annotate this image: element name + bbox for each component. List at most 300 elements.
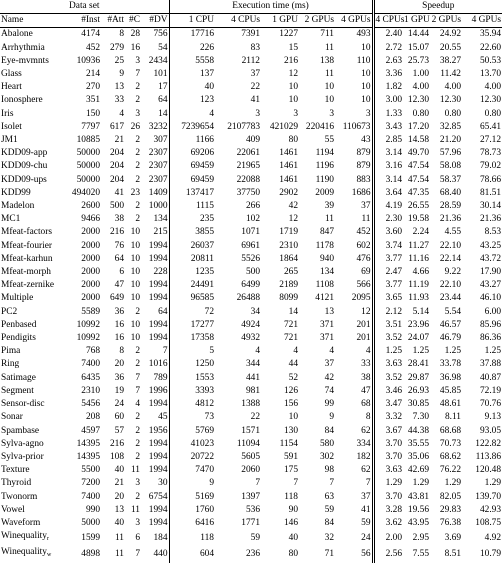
- cell-inst: 214: [85, 69, 100, 80]
- cell-s-gpu1: 28.41: [407, 359, 429, 370]
- cell-s-gpu4: 4.00: [484, 82, 502, 93]
- dataset-name: Thyroid: [1, 478, 32, 489]
- cell-s-gpu2: 46.57: [439, 319, 461, 330]
- dataset-name: Isolet: [1, 121, 22, 132]
- cell-s-gpu1: 2.95: [412, 532, 429, 543]
- dataset-name: KDD09-app: [1, 148, 48, 159]
- cell-dv: 45: [158, 412, 168, 423]
- cell-gpu4: 566: [356, 280, 371, 291]
- cell-s-gpu4: 43.25: [479, 240, 502, 251]
- group-header-speedup: Speedup: [373, 0, 502, 14]
- cell-s-gpu2: 33.78: [439, 359, 461, 370]
- cell-s-cpu4: 3.70: [373, 491, 403, 504]
- cell-c: 2: [135, 214, 140, 225]
- cell-cpu4: 34: [250, 306, 260, 317]
- cell-name: [0, 226, 68, 239]
- cell-s-gpu4: 93.05: [479, 425, 502, 436]
- cell-cpu1: 96585: [169, 292, 215, 305]
- dataset-name: Iris: [1, 108, 14, 119]
- cell-s-gpu4: 13.70: [479, 69, 502, 80]
- cell-gpu4: 59: [361, 517, 371, 528]
- cell-inst: 1599: [81, 532, 100, 543]
- cell-cpu4: 7: [255, 478, 260, 489]
- cell-cpu1: 3393: [169, 385, 215, 398]
- col-header-att: #Att: [101, 14, 125, 28]
- cell-cpu1: 20811: [169, 253, 215, 266]
- cell-s-gpu2: 1.25: [444, 346, 461, 357]
- cell-gpu1: 10: [288, 412, 298, 423]
- cell-s-gpu4: 9.13: [484, 412, 502, 423]
- cell-inst: 270: [85, 82, 100, 93]
- cell-s-cpu4: 3.63: [373, 358, 403, 371]
- cell-inst: 14395: [76, 451, 100, 462]
- cell-s-gpu2: 58.08: [439, 161, 461, 172]
- table-row: [0, 187, 502, 200]
- cell-s-cpu4: 3.77: [373, 279, 403, 292]
- cell-name: [0, 372, 68, 385]
- cell-s-gpu1: 35.55: [407, 438, 429, 449]
- cell-att: 617: [109, 121, 124, 132]
- cell-s-gpu4: 85.96: [479, 319, 502, 330]
- cell-dv: 1956: [148, 425, 168, 436]
- cell-dv: 1994: [148, 319, 168, 330]
- dataset-name: Madelon: [1, 201, 35, 212]
- table-row: [0, 385, 502, 398]
- cell-cpu1: 137: [169, 68, 215, 81]
- cell-s-gpu4: 86.36: [479, 333, 502, 344]
- col-header-speedup-1gpu: 1 GPU: [403, 14, 430, 28]
- cell-s-cpu4: 3.52: [373, 372, 403, 385]
- cell-att: 108: [109, 451, 124, 462]
- cell-name: [0, 398, 68, 411]
- cell-gpu1: 15: [288, 42, 298, 53]
- cell-att: 24: [114, 399, 124, 410]
- cell-c: 4: [135, 399, 140, 410]
- cell-gpu1: 591: [283, 451, 298, 462]
- cell-s-cpu4: 2.72: [373, 42, 403, 55]
- cell-s-cpu4: 3.46: [373, 385, 403, 398]
- cell-cpu1: 17277: [169, 319, 215, 332]
- cell-s-gpu1: 2.24: [412, 227, 429, 238]
- cell-s-gpu1: 47.54: [407, 174, 429, 185]
- cell-gpu1: 7: [293, 478, 298, 489]
- table-row: [0, 372, 502, 385]
- cell-c: 16: [130, 42, 140, 53]
- cell-s-gpu2: 9.22: [444, 267, 461, 278]
- cell-att: 13: [114, 504, 124, 515]
- table-row: [0, 425, 502, 438]
- cell-s-gpu1: 1.29: [412, 478, 429, 489]
- dataset-name: Mfeat-zernike: [1, 280, 55, 291]
- cell-c: 2: [135, 346, 140, 357]
- cell-cpu1: 1760: [169, 504, 215, 517]
- cell-gpu1: 2189: [279, 280, 298, 291]
- cell-s-cpu4: 3.47: [373, 398, 403, 411]
- cell-gpu4: 334: [356, 438, 371, 449]
- cell-att: 216: [109, 438, 124, 449]
- cell-c: 6: [135, 532, 140, 543]
- dataset-name: MC1: [1, 214, 21, 225]
- cell-s-gpu1: 43.95: [407, 517, 429, 528]
- dataset-name: Pendigits: [1, 333, 36, 344]
- cell-cpu4: 83: [250, 42, 260, 53]
- cell-gpu4: 883: [356, 174, 371, 185]
- cell-name: [0, 385, 68, 398]
- cell-cpu1: 5169: [169, 491, 215, 504]
- cell-cpu4: 441: [245, 372, 260, 383]
- cell-s-gpu4: 81.51: [479, 187, 502, 198]
- cell-inst: 10936: [76, 55, 100, 66]
- dataset-name: Satimage: [1, 372, 36, 383]
- cell-s-gpu4: 4.92: [484, 532, 502, 543]
- dataset-name: Vowel: [1, 504, 25, 515]
- cell-cpu1: 9: [169, 477, 215, 490]
- cell-gpu1: 421029: [269, 121, 298, 132]
- cell-name: [0, 174, 68, 187]
- cell-gpu4: 452: [356, 227, 371, 238]
- cell-gpu4: 879: [356, 161, 371, 172]
- cell-s-gpu1: 11.27: [408, 240, 429, 251]
- table-row: [0, 121, 502, 134]
- cell-gpu4: 41: [361, 504, 371, 515]
- cell-inst: 2310: [81, 385, 100, 396]
- cell-name: [0, 332, 68, 345]
- cell-att: 21: [114, 478, 124, 489]
- cell-s-gpu2: 23.44: [439, 293, 461, 304]
- cell-s-gpu4: 78.73: [479, 148, 502, 159]
- cell-s-gpu1: 23.96: [407, 319, 429, 330]
- cell-c: 3: [135, 517, 140, 528]
- col-header-exec-4gpus: 4 GPUs: [335, 14, 373, 28]
- cell-inst: 14395: [76, 438, 100, 449]
- cell-gpu2: 4121: [315, 293, 334, 304]
- cell-gpu2: 42: [324, 372, 334, 383]
- cell-s-gpu4: 120.48: [475, 465, 502, 476]
- cell-att: 11: [114, 548, 124, 559]
- dataset-name: Ionosphere: [1, 95, 43, 106]
- cell-c: 10: [130, 240, 140, 251]
- cell-dv: 1409: [148, 187, 168, 198]
- cell-cpu1: 24491: [169, 279, 215, 292]
- col-header-inst: #Inst: [68, 14, 101, 28]
- cell-att: 76: [114, 240, 124, 251]
- cell-s-gpu2: 22.10: [439, 280, 461, 291]
- table-row: [0, 68, 502, 81]
- table-row: [0, 546, 502, 562]
- cell-name: [0, 530, 68, 546]
- cell-s-gpu4: 0.80: [484, 108, 502, 119]
- cell-inst: 7200: [81, 478, 100, 489]
- cell-s-cpu4: 2.30: [373, 213, 403, 226]
- cell-s-gpu1: 43.81: [407, 491, 429, 502]
- cell-inst: 2000: [81, 280, 100, 291]
- cell-gpu2: 9: [329, 412, 334, 423]
- cell-name: [0, 451, 68, 464]
- cell-c: 2: [135, 161, 140, 172]
- cell-cpu4: 37750: [236, 187, 260, 198]
- cell-cpu1: 4812: [169, 398, 215, 411]
- cell-gpu1: 2310: [279, 240, 298, 251]
- cell-inst: 452: [85, 42, 100, 53]
- cell-gpu2: 59: [324, 504, 334, 515]
- cell-cpu1: 26037: [169, 240, 215, 253]
- cell-name: [0, 504, 68, 517]
- cell-gpu2: 10: [324, 95, 334, 106]
- cell-gpu1: 40: [288, 532, 298, 543]
- cell-s-cpu4: 3.14: [373, 174, 403, 187]
- cell-inst: 50000: [76, 148, 100, 159]
- cell-s-gpu1: 47.35: [407, 187, 429, 198]
- cell-att: 20: [114, 359, 124, 370]
- cell-s-cpu4: 3.74: [373, 240, 403, 253]
- cell-gpu4: 10: [361, 95, 371, 106]
- cell-att: 6: [119, 267, 124, 278]
- cell-gpu2: 847: [319, 227, 334, 238]
- cell-att: 204: [109, 161, 124, 172]
- cell-c: 2: [135, 148, 140, 159]
- cell-gpu4: 10: [361, 42, 371, 53]
- cell-name: [0, 292, 68, 305]
- table-row: [0, 108, 502, 121]
- table-row: [0, 319, 502, 332]
- col-header-c: #C: [125, 14, 141, 28]
- cell-s-gpu1: 19.56: [407, 504, 429, 515]
- cell-att: 20: [114, 491, 124, 502]
- cell-gpu1: 52: [288, 372, 298, 383]
- results-table-body: [0, 28, 502, 563]
- cell-s-gpu4: 108.75: [475, 517, 502, 528]
- cell-cpu4: 22: [250, 412, 260, 423]
- cell-gpu4: 68: [361, 399, 371, 410]
- cell-att: 47: [114, 280, 124, 291]
- cell-name: [0, 28, 68, 42]
- cell-cpu4: 21965: [236, 161, 260, 172]
- cell-s-gpu4: 6.00: [484, 306, 502, 317]
- cell-c: 2: [135, 425, 140, 436]
- cell-s-gpu1: 26.93: [407, 385, 429, 396]
- cell-inst: 990: [85, 504, 100, 515]
- cell-name: [0, 491, 68, 504]
- cell-gpu4: 10: [361, 82, 371, 93]
- cell-gpu4: 12: [361, 306, 371, 317]
- cell-s-cpu4: 3.32: [373, 411, 403, 424]
- cell-cpu1: 5558: [169, 55, 215, 68]
- cell-gpu2: 134: [319, 267, 334, 278]
- cell-c: 10: [130, 267, 140, 278]
- cell-s-gpu4: 17.90: [479, 267, 502, 278]
- cell-gpu1: 42: [288, 201, 298, 212]
- cell-cpu4: 5605: [241, 451, 260, 462]
- cell-dv: 2307: [148, 161, 168, 172]
- cell-s-gpu4: 22.60: [479, 42, 502, 53]
- cell-s-gpu2: 57.96: [439, 148, 461, 159]
- cell-dv: 184: [153, 532, 168, 543]
- cell-dv: 1994: [148, 451, 168, 462]
- cell-att: 16: [114, 319, 124, 330]
- cell-s-gpu2: 1.29: [444, 478, 461, 489]
- cell-inst: 4174: [81, 29, 100, 40]
- cell-gpu1: 126: [283, 385, 298, 396]
- cell-att: 204: [109, 174, 124, 185]
- cell-gpu4: 24: [361, 532, 371, 543]
- cell-cpu4: 26488: [236, 293, 260, 304]
- cell-s-gpu2: 4.55: [444, 227, 461, 238]
- cell-s-gpu1: 1.25: [412, 346, 429, 357]
- cell-inst: 10992: [76, 333, 100, 344]
- cell-gpu2: 1196: [315, 161, 334, 172]
- cell-dv: 2307: [148, 148, 168, 159]
- cell-dv: 30: [158, 478, 168, 489]
- cell-cpu4: 2107783: [227, 121, 260, 132]
- cell-cpu1: 5769: [169, 425, 215, 438]
- cell-cpu4: 536: [245, 504, 260, 515]
- cell-dv: 54: [158, 42, 168, 53]
- cell-c: 7: [135, 69, 140, 80]
- dataset-name: Penbased: [1, 319, 37, 330]
- cell-gpu1: 3: [293, 108, 298, 119]
- cell-inst: 768: [85, 346, 100, 357]
- cell-cpu1: 5: [169, 345, 215, 358]
- cell-gpu4: 37: [361, 491, 371, 502]
- cell-cpu1: 69206: [169, 147, 215, 160]
- cell-s-gpu4: 12.30: [479, 95, 502, 106]
- cell-s-gpu2: 38.27: [439, 55, 461, 66]
- cell-att: 41: [114, 187, 124, 198]
- cell-cpu4: 236: [245, 548, 260, 559]
- cell-c: 3: [135, 55, 140, 66]
- cell-dv: 64: [158, 95, 168, 106]
- cell-cpu4: 2112: [241, 55, 260, 66]
- cell-name: [0, 42, 68, 55]
- cell-name: [0, 438, 68, 451]
- cell-gpu2: 580: [319, 438, 334, 449]
- cell-gpu4: 201: [356, 319, 371, 330]
- cell-gpu2: 2009: [315, 187, 334, 198]
- cell-s-gpu4: 40.87: [479, 372, 502, 383]
- table-row: [0, 240, 502, 253]
- cell-inst: 5500: [81, 465, 100, 476]
- cell-inst: 208: [85, 412, 100, 423]
- cell-name: [0, 200, 68, 213]
- cell-c: 2: [135, 135, 140, 146]
- cell-s-gpu1: 14.44: [407, 29, 429, 40]
- cell-s-gpu1: 4.66: [412, 267, 429, 278]
- cell-c: 2: [135, 95, 140, 106]
- cell-c: 10: [130, 293, 140, 304]
- cell-dv: 1994: [148, 465, 168, 476]
- cell-gpu2: 138: [319, 55, 334, 66]
- cell-inst: 5456: [81, 399, 100, 410]
- cell-dv: 1994: [148, 504, 168, 515]
- cell-inst: 50000: [76, 161, 100, 172]
- cell-c: 23: [130, 187, 140, 198]
- cell-inst: 6435: [81, 372, 100, 383]
- cell-s-gpu2: 21.20: [439, 135, 461, 146]
- cell-s-gpu1: 24.07: [407, 333, 429, 344]
- dataset-name: JM1: [1, 135, 18, 146]
- table-row: [0, 81, 502, 94]
- table-row: [0, 504, 502, 517]
- cell-dv: 2307: [148, 174, 168, 185]
- cell-s-gpu2: 76.38: [439, 517, 461, 528]
- dataset-name: Abalone: [1, 29, 33, 40]
- cell-name: [0, 213, 68, 226]
- table-row: [0, 530, 502, 546]
- cell-s-gpu4: 139.70: [475, 491, 502, 502]
- cell-s-gpu1: 11.19: [408, 280, 429, 291]
- cell-gpu2: 37: [324, 359, 334, 370]
- cell-s-cpu4: 3.36: [373, 68, 403, 81]
- cell-inst: 50000: [76, 174, 100, 185]
- cell-dv: 228: [153, 267, 168, 278]
- cell-cpu4: 344: [245, 359, 260, 370]
- cell-s-gpu2: 3.69: [444, 532, 461, 543]
- cell-cpu4: 500: [245, 267, 260, 278]
- cell-c: 7: [135, 548, 140, 559]
- dataset-name: KDD09-ups: [1, 174, 47, 185]
- table-row: [0, 477, 502, 490]
- cell-gpu2: 11: [324, 214, 334, 225]
- cell-gpu1: 1864: [279, 253, 298, 264]
- cell-s-cpu4: 4.19: [373, 200, 403, 213]
- cell-gpu2: 371: [319, 319, 334, 330]
- cell-dv: 1994: [148, 240, 168, 251]
- cell-gpu4: 33: [361, 359, 371, 370]
- cell-gpu1: 8099: [279, 293, 298, 304]
- cell-gpu2: 711: [320, 29, 334, 40]
- cell-dv: 134: [153, 214, 168, 225]
- cell-gpu1: 44: [288, 359, 298, 370]
- table-row: [0, 174, 502, 187]
- cell-gpu2: 99: [324, 399, 334, 410]
- cell-s-gpu4: 50.53: [479, 55, 502, 66]
- cell-gpu1: 721: [283, 333, 298, 344]
- table-row: [0, 438, 502, 451]
- table-row: [0, 332, 502, 345]
- cell-dv: 1000: [148, 201, 168, 212]
- group-header-execution-time: Execution time (ms): [169, 0, 373, 14]
- cell-name: [0, 464, 68, 477]
- dataset-name-subscript: r: [46, 536, 49, 543]
- cell-att: 216: [109, 227, 124, 238]
- dataset-name-subscript: w: [46, 552, 52, 559]
- cell-cpu1: 69459: [169, 160, 215, 173]
- cell-att: 16: [114, 333, 124, 344]
- cell-cpu1: 6416: [169, 517, 215, 530]
- dataset-name: Sonar: [1, 412, 23, 423]
- table-row: [0, 42, 502, 55]
- cell-dv: 64: [158, 306, 168, 317]
- cell-s-gpu2: 46.79: [439, 333, 461, 344]
- dataset-name: Mfeat-factors: [1, 227, 53, 238]
- cell-c: 10: [130, 253, 140, 264]
- cell-att: 40: [114, 517, 124, 528]
- cell-s-gpu2: 8.51: [444, 548, 461, 559]
- cell-gpu4: 56: [361, 548, 371, 559]
- cell-cpu4: 409: [245, 135, 260, 146]
- cell-cpu4: 2060: [241, 465, 260, 476]
- cell-cpu1: 20722: [169, 451, 215, 464]
- cell-c: 2: [135, 491, 140, 502]
- cell-inst: 2000: [81, 240, 100, 251]
- cell-cpu1: 118: [169, 530, 215, 546]
- cell-s-gpu2: 0.80: [444, 108, 461, 119]
- table-row: [0, 491, 502, 504]
- cell-cpu4: 1397: [241, 491, 260, 502]
- cell-s-cpu4: 1.33: [373, 108, 403, 121]
- dataset-name: Mfeat-fourier: [1, 240, 53, 251]
- cell-s-gpu1: 47.54: [407, 161, 429, 172]
